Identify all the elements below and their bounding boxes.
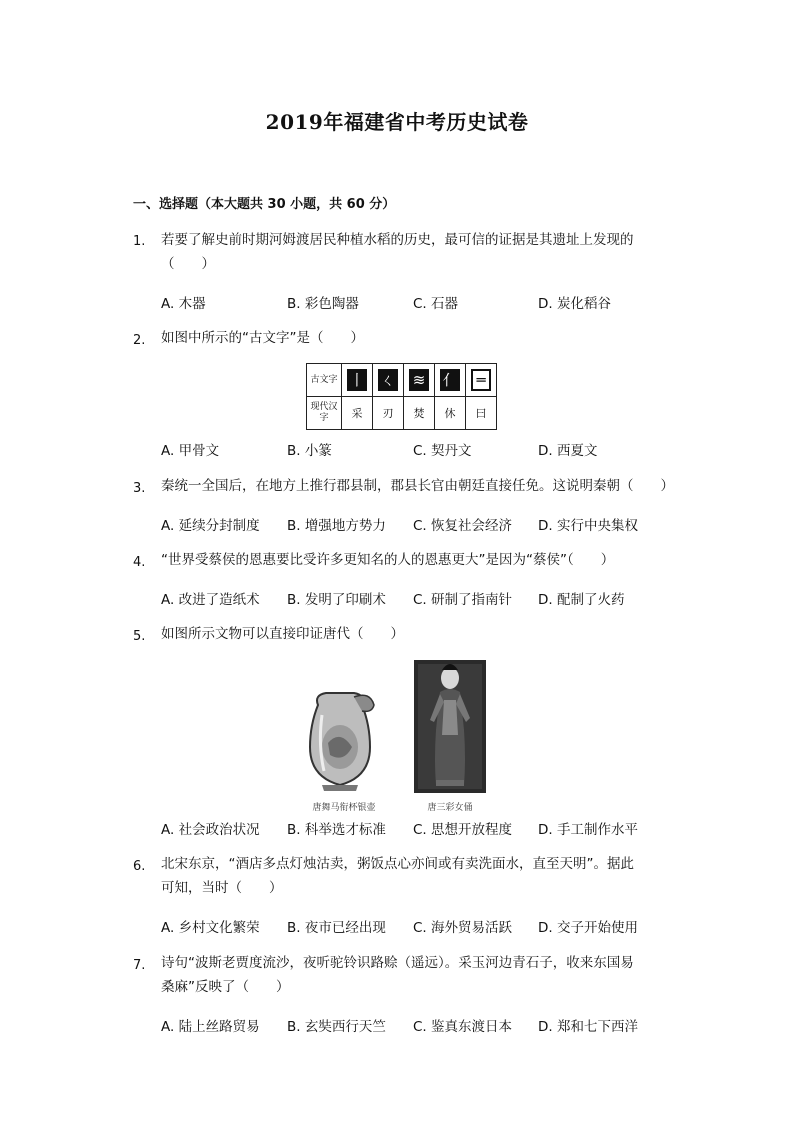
question-text: 如图中所示的“古文字”是（ ）: [161, 330, 364, 346]
question-number: 5.: [133, 629, 146, 644]
option-b[interactable]: B. 发明了印刷术: [287, 592, 386, 608]
question-text: 北宋东京，“酒店多点灯烛沽卖，粥饭点心亦间或有卖洗面水，直至天明”。据此: [161, 856, 634, 872]
modern-char: 采: [342, 397, 373, 430]
ancient-script-table: [306, 363, 497, 430]
modern-char: 曰: [466, 397, 497, 430]
question-text-cont: 可知，当时（ ）: [161, 880, 283, 896]
option-a[interactable]: A. 延续分封制度: [161, 518, 260, 534]
option-b[interactable]: B. 科举选才标准: [287, 822, 386, 838]
option-d[interactable]: D. 实行中央集权: [538, 518, 638, 534]
option-b[interactable]: B. 小篆: [287, 443, 332, 459]
modern-char: 焚: [404, 397, 435, 430]
option-b[interactable]: B. 玄奘西行天竺: [287, 1019, 386, 1035]
ancient-glyph-image: ⺅: [440, 369, 460, 391]
question-text: 若要了解史前时期河姆渡居民种植水稻的历史，最可信的证据是其遗址上发现的: [161, 232, 634, 248]
ancient-glyph-image: ㄑ: [378, 369, 398, 391]
artifact-caption-left: 唐舞马衔杯银壶: [312, 803, 376, 813]
option-b[interactable]: B. 增强地方势力: [287, 518, 386, 534]
option-d[interactable]: D. 炭化稻谷: [538, 296, 611, 312]
section-heading: 一、选择题（本大题共 30 小题，共 60 分）: [133, 197, 396, 212]
option-c[interactable]: C. 思想开放程度: [413, 822, 513, 838]
modern-char: 刃: [373, 397, 404, 430]
tricolor-figurine-image: [414, 660, 486, 793]
question-text: 诗句“波斯老贾度流沙，夜听驼铃识路赊（遥远）。采玉河边青石子，收来东国易: [161, 955, 634, 971]
question-text-cont: 桑麻”反映了（ ）: [161, 979, 290, 995]
option-d[interactable]: D. 交子开始使用: [538, 920, 638, 936]
silver-flask-image: [300, 685, 380, 793]
question-number: 6.: [133, 859, 146, 874]
question-number: 7.: [133, 958, 146, 973]
question-text: 秦统一全国后，在地方上推行郡县制，郡县长官由朝廷直接任免。这说明秦朝（ ）: [161, 478, 674, 494]
option-c[interactable]: C. 鉴真东渡日本: [413, 1019, 513, 1035]
option-c[interactable]: C. 海外贸易活跃: [413, 920, 513, 936]
question-number: 2.: [133, 333, 146, 348]
option-a[interactable]: A. 改进了造纸术: [161, 592, 260, 608]
ancient-glyph-image: 丨: [347, 369, 367, 391]
option-d[interactable]: D. 手工制作水平: [538, 822, 638, 838]
option-d[interactable]: D. 配制了火药: [538, 592, 625, 608]
option-a[interactable]: A. 木器: [161, 296, 206, 312]
option-c[interactable]: C. 研制了指南针: [413, 592, 513, 608]
table-header-modern: 现代汉字: [307, 397, 342, 430]
option-c[interactable]: C. 契丹文: [413, 443, 472, 459]
option-a[interactable]: A. 乡村文化繁荣: [161, 920, 260, 936]
option-d[interactable]: D. 西夏文: [538, 443, 598, 459]
option-b[interactable]: B. 彩色陶器: [287, 296, 359, 312]
question-number: 4.: [133, 555, 146, 570]
option-a[interactable]: A. 甲骨文: [161, 443, 220, 459]
option-a[interactable]: A. 陆上丝路贸易: [161, 1019, 260, 1035]
ancient-glyph-image: ≋: [409, 369, 429, 391]
option-d[interactable]: D. 郑和七下西洋: [538, 1019, 638, 1035]
question-text: “世界受蔡侯的恩惠要比受许多更知名的人的恩惠更大”是因为“蔡侯”（ ）: [161, 552, 615, 568]
question-number: 1.: [133, 234, 146, 249]
page-title: 2019年福建省中考历史试卷: [265, 110, 529, 134]
ancient-glyph-image: ═: [471, 369, 491, 391]
modern-char: 休: [435, 397, 466, 430]
question-text-cont: （ ）: [161, 256, 215, 272]
option-a[interactable]: A. 社会政治状况: [161, 822, 260, 838]
artifact-caption-right: 唐三彩女俑: [427, 803, 473, 813]
table-header-ancient: 古文字: [307, 364, 342, 397]
option-b[interactable]: B. 夜市已经出现: [287, 920, 386, 936]
option-c[interactable]: C. 石器: [413, 296, 459, 312]
option-c[interactable]: C. 恢复社会经济: [413, 518, 513, 534]
question-number: 3.: [133, 481, 146, 496]
question-text: 如图所示文物可以直接印证唐代（ ）: [161, 626, 404, 642]
